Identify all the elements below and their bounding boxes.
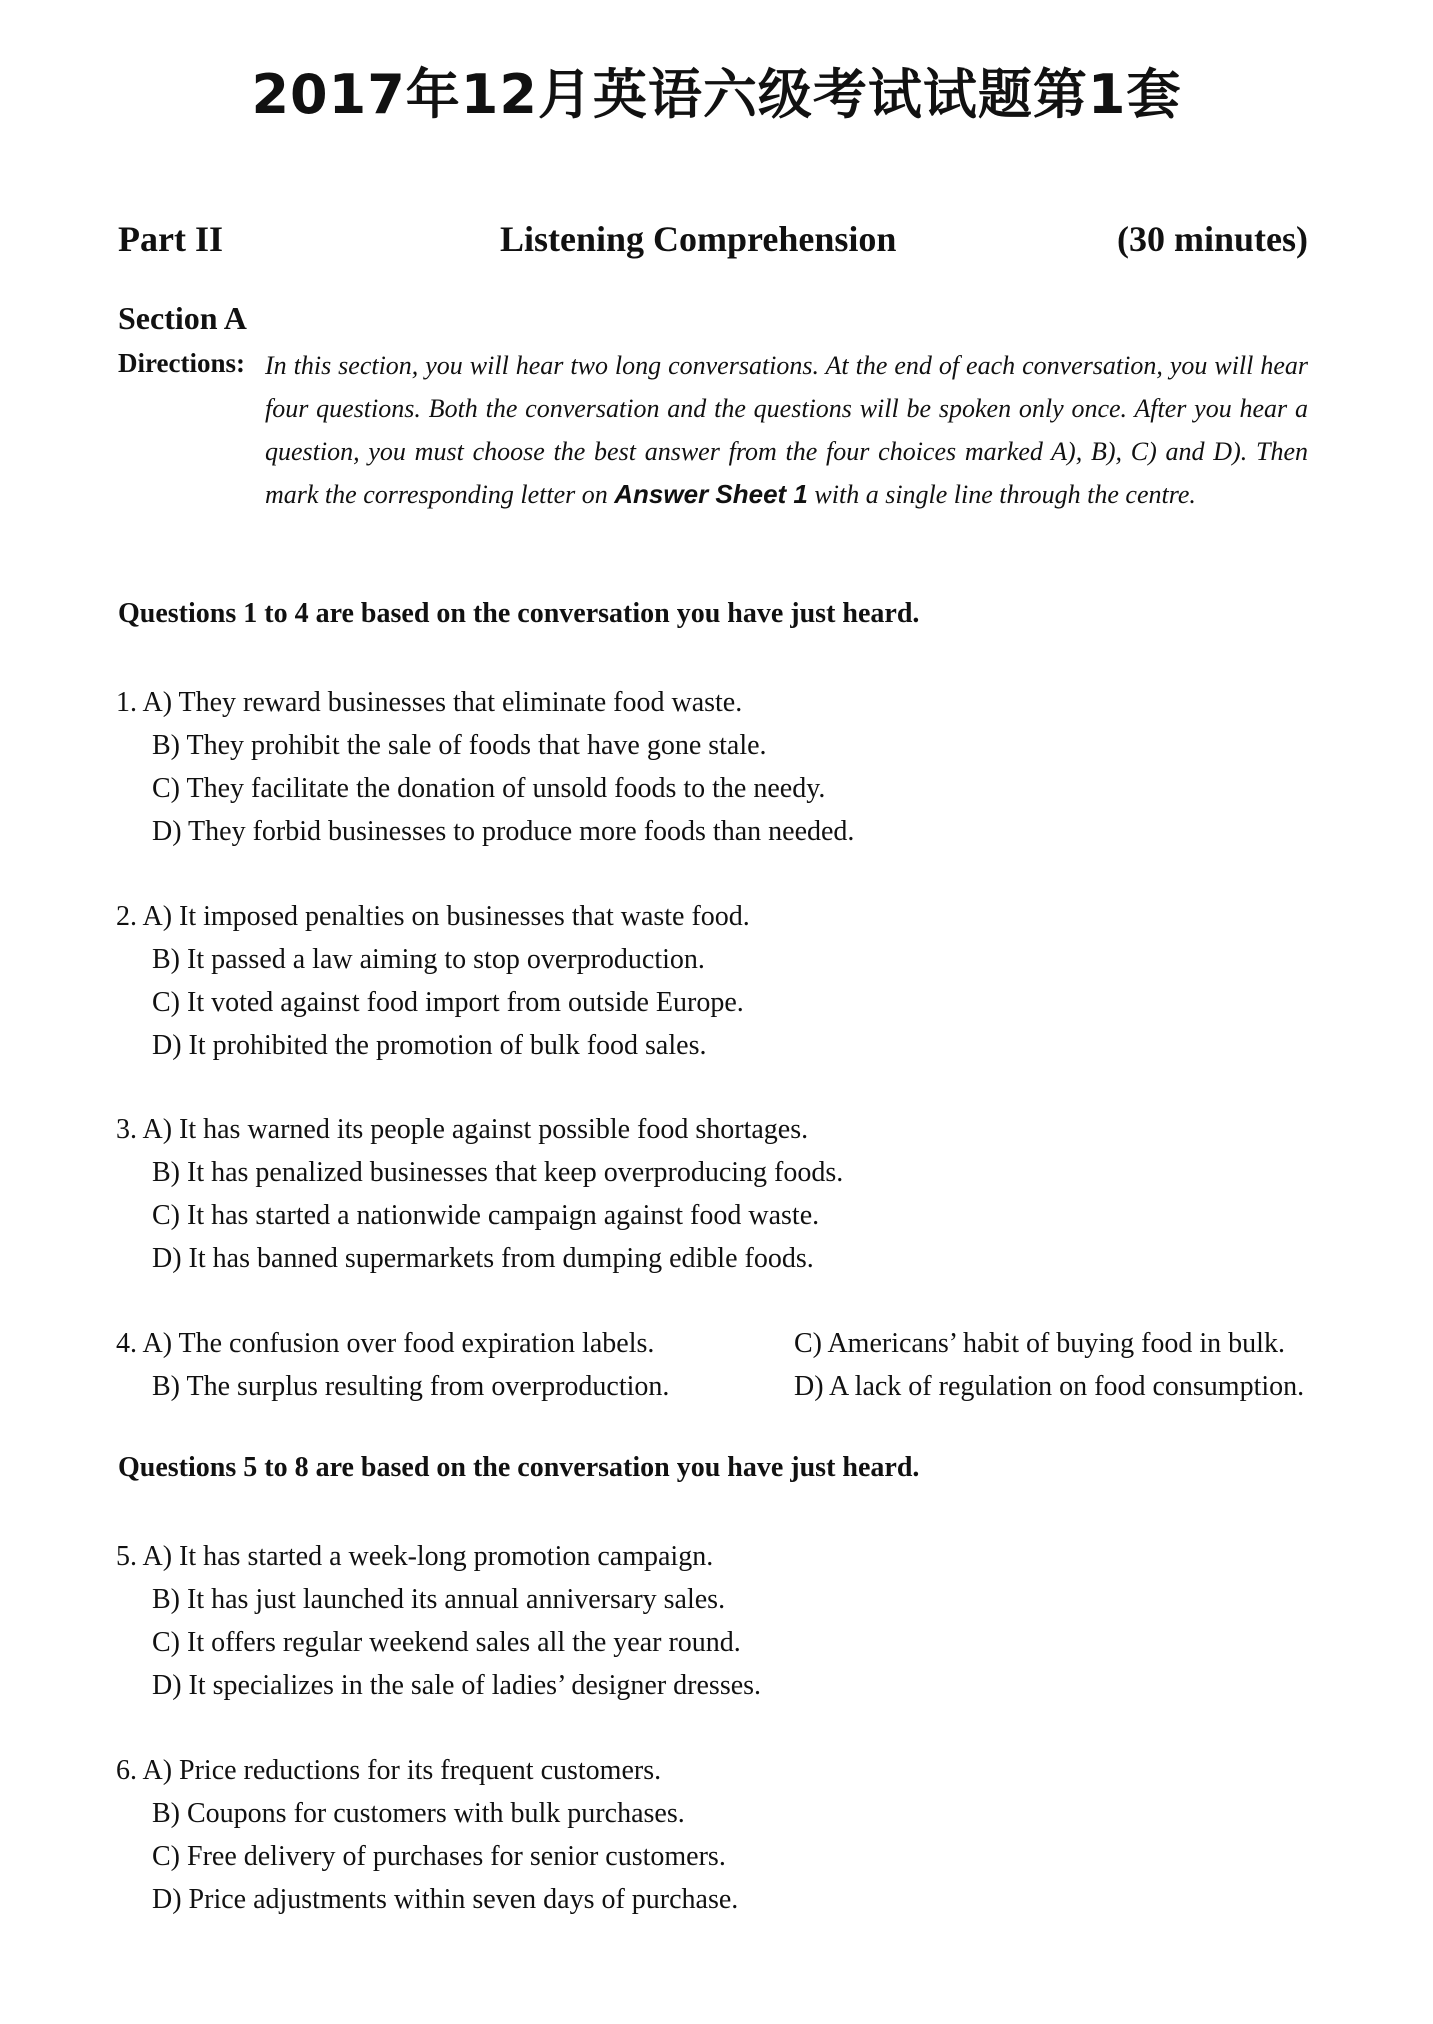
group-heading-1-4: Questions 1 to 4 are based on the conversation you have just heard. [118, 598, 920, 629]
option-text: A) It has started a week-long promotion campaign. [142, 1541, 714, 1572]
question-number: 1. [116, 687, 137, 718]
question-1-option-d: D) They forbid businesses to produce more foods than needed. [152, 816, 855, 847]
question-2-option-d: D) It prohibited the promotion of bulk food sales. [152, 1030, 707, 1061]
part-name: Listening Comprehension [500, 219, 897, 259]
question-2-option-c: C) It voted against food import from outside Europe. [152, 987, 744, 1018]
question-3 [116, 1108, 843, 1280]
question-4-option-a [116, 1322, 654, 1365]
part-label: Part II [118, 219, 223, 259]
question-5 [116, 1535, 761, 1707]
question-1 [116, 681, 854, 853]
question-4-option-b: B) The surplus resulting from overproduction. [152, 1371, 670, 1402]
question-5-option-d: D) It specializes in the sale of ladies’ designer dresses. [152, 1670, 762, 1701]
question-number: 6. [116, 1755, 137, 1786]
question-6-option-b: B) Coupons for customers with bulk purchases. [152, 1798, 685, 1829]
question-2 [116, 895, 750, 1067]
question-1-option-c: C) They facilitate the donation of unsold foods to the needy. [152, 773, 826, 804]
directions-text [265, 344, 1308, 516]
question-5-option-a [116, 1535, 761, 1578]
option-text: A) The confusion over food expiration labels. [142, 1328, 655, 1359]
group-heading-5-8: Questions 5 to 8 are based on the conversation you have just heard. [118, 1452, 920, 1483]
directions-text-before: In this section, you will hear two long conversations. At the end of each conversation, you will hear four questions. Both the conversation and the questions will be spoken only once. After you hear a question, you must choose the best answer from the four choices marked A), B), C) and D). Then mark the corresponding letter on [265, 351, 1308, 509]
section-heading: Section A [118, 300, 247, 336]
question-number: 4. [116, 1328, 137, 1359]
question-1-option-a [116, 681, 854, 724]
question-number: 3. [116, 1114, 137, 1145]
option-text: A) It has warned its people against possible food shortages. [142, 1114, 809, 1145]
question-3-option-c: C) It has started a nationwide campaign against food waste. [152, 1200, 820, 1231]
directions-label: Directions: [118, 348, 245, 378]
option-text: A) It imposed penalties on businesses that waste food. [142, 901, 750, 932]
question-3-option-a [116, 1108, 843, 1151]
part-header [118, 218, 1308, 268]
question-4-option-c: C) Americans’ habit of buying food in bulk. [794, 1328, 1285, 1359]
question-5-option-c: C) It offers regular weekend sales all the year round. [152, 1627, 741, 1658]
question-number: 5. [116, 1541, 137, 1572]
question-number: 2. [116, 901, 137, 932]
question-4 [116, 1322, 1310, 1408]
question-5-option-b: B) It has just launched its annual anniversary sales. [152, 1584, 726, 1615]
question-1-option-b: B) They prohibit the sale of foods that have gone stale. [152, 730, 767, 761]
question-6-option-c: C) Free delivery of purchases for senior customers. [152, 1841, 726, 1872]
question-2-option-a [116, 895, 750, 938]
question-2-option-b: B) It passed a law aiming to stop overproduction. [152, 944, 705, 975]
question-4-option-d: D) A lack of regulation on food consumption. [794, 1371, 1305, 1402]
option-text: A) They reward businesses that eliminate food waste. [142, 687, 743, 718]
directions-text-after: with a single line through the centre. [807, 480, 1196, 509]
page-title: 2017年12月英语六级考试试题第1套 [251, 63, 1182, 126]
part-time: (30 minutes) [1117, 219, 1308, 259]
option-text: A) Price reductions for its frequent customers. [142, 1755, 662, 1786]
question-6-option-a [116, 1749, 738, 1792]
question-6-option-d: D) Price adjustments within seven days of purchase. [152, 1884, 739, 1915]
question-3-option-b: B) It has penalized businesses that keep overproducing foods. [152, 1157, 844, 1188]
question-6 [116, 1749, 738, 1921]
answer-sheet-label: Answer Sheet 1 [614, 479, 808, 509]
question-3-option-d: D) It has banned supermarkets from dumping edible foods. [152, 1243, 814, 1274]
